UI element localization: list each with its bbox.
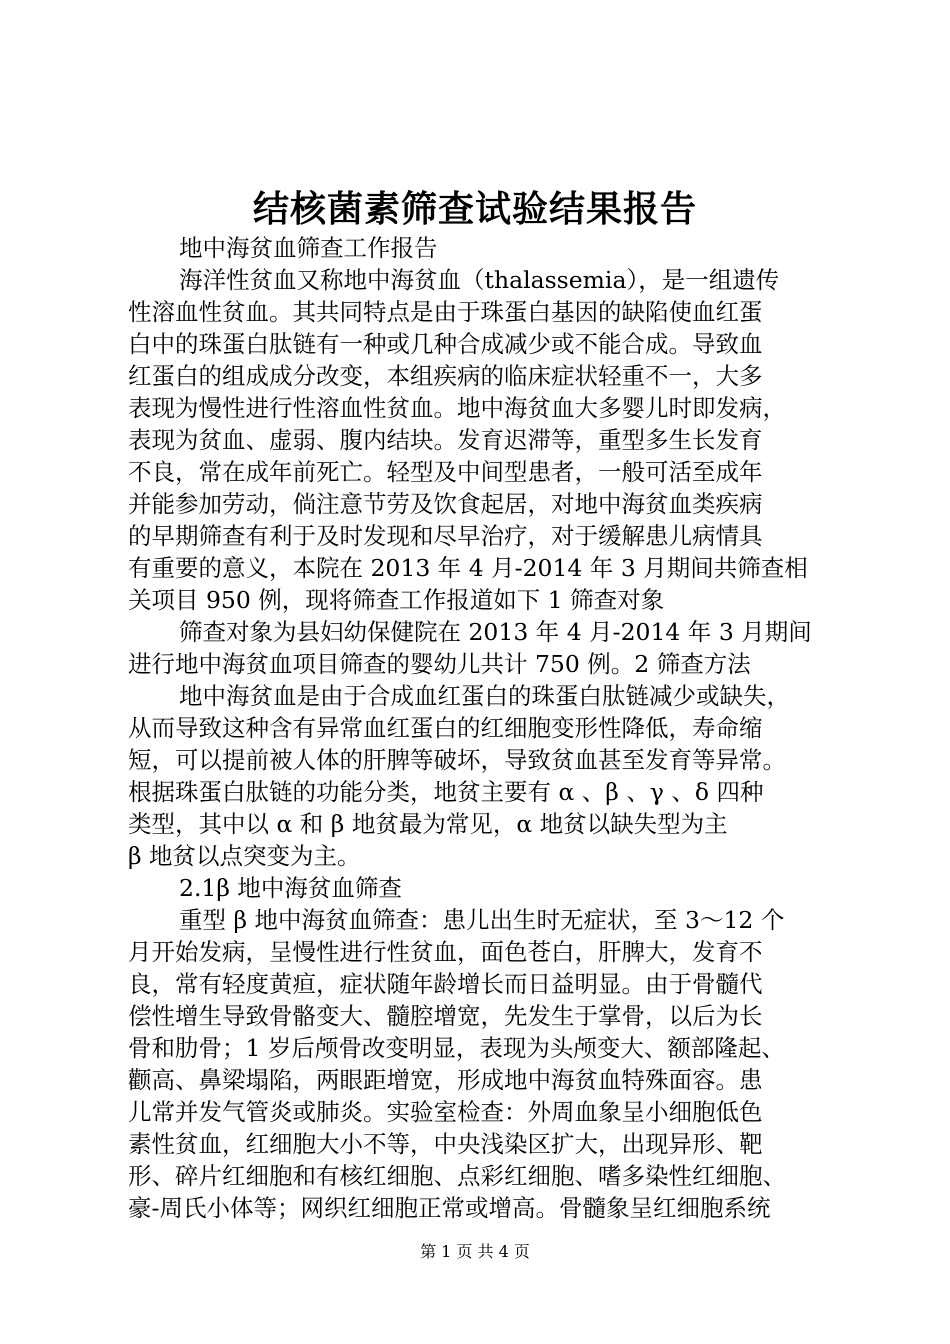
- paragraph-line: β 地贫以点突变为主。: [128, 842, 361, 870]
- paragraph-line: 海洋性贫血又称地中海贫血（thalassemia），是一组遗传: [179, 266, 780, 294]
- paragraph-line: 颧高、鼻梁塌陷，两眼距增宽，形成地中海贫血特殊面容。患: [128, 1066, 763, 1094]
- paragraph-line: 类型，其中以 α 和 β 地贫最为常见，α 地贫以缺失型为主: [128, 810, 728, 838]
- paragraph-line: 儿常并发气管炎或肺炎。实验室检查：外周血象呈小细胞低色: [128, 1098, 763, 1126]
- paragraph-line: 地中海贫血是由于合成血红蛋白的珠蛋白肽链减少或缺失，: [179, 682, 790, 710]
- paragraph-line: 短，可以提前被人体的肝脾等破坏，导致贫血甚至发育等异常。: [128, 746, 786, 774]
- paragraph-line: 根据珠蛋白肽链的功能分类，地贫主要有 α 、β 、γ 、δ 四种: [128, 778, 764, 806]
- paragraph-line: 的早期筛查有利于及时发现和尽早治疗，对于缓解患儿病情具: [128, 522, 763, 550]
- paragraph-line: 性溶血性贫血。其共同特点是由于珠蛋白基因的缺陷使血红蛋: [128, 298, 763, 326]
- paragraph-line: 表现为贫血、虚弱、腹内结块。发育迟滞等，重型多生长发育: [128, 426, 763, 454]
- paragraph-line: 月开始发病，呈慢性进行性贫血，面色苍白，肝脾大，发育不: [128, 938, 763, 966]
- paragraph-line: 进行地中海贫血项目筛查的婴幼儿共计 750 例。2 筛查方法: [128, 650, 751, 678]
- document-body: [128, 232, 828, 1224]
- paragraph-line: 重型 β 地中海贫血筛查：患儿出生时无症状，至 3～12 个: [179, 906, 785, 934]
- paragraph-line: 红蛋白的组成成分改变，本组疾病的临床症状轻重不一，大多: [128, 362, 763, 390]
- paragraph-line: 不良，常在成年前死亡。轻型及中间型患者，一般可活至成年: [128, 458, 763, 486]
- document-title: 结核菌素筛查试验结果报告: [252, 188, 697, 230]
- paragraph-line: 豪-周氏小体等；网织红细胞正常或增高。骨髓象呈红细胞系统: [128, 1194, 771, 1222]
- paragraph-line: 有重要的意义，本院在 2013 年 4 月-2014 年 3 月期间共筛查相: [128, 554, 808, 582]
- paragraph-line: 形、碎片红细胞和有核红细胞、点彩红细胞、嗜多染性红细胞、: [128, 1162, 786, 1190]
- paragraph-line: 从而导致这种含有异常血红蛋白的红细胞变形性降低，寿命缩: [128, 714, 763, 742]
- paragraph-line: 并能参加劳动，倘注意节劳及饮食起居，对地中海贫血类疾病: [128, 490, 763, 518]
- page-footer: 第 1 页 共 4 页: [420, 1242, 530, 1261]
- paragraph-line: 地中海贫血筛查工作报告: [179, 234, 438, 262]
- paragraph-line: 表现为慢性进行性溶血性贫血。地中海贫血大多婴儿时即发病，: [128, 394, 786, 422]
- paragraph-line: 骨和肋骨；1 岁后颅骨改变明显，表现为头颅变大、额部隆起、: [128, 1034, 785, 1062]
- paragraph-line: 素性贫血，红细胞大小不等，中央浅染区扩大，出现异形、靶: [128, 1130, 763, 1158]
- paragraph-line: 白中的珠蛋白肽链有一种或几种合成减少或不能合成。导致血: [128, 330, 763, 358]
- paragraph-line: 关项目 950 例，现将筛查工作报道如下 1 筛查对象: [128, 586, 665, 614]
- paragraph-line: 筛查对象为县妇幼保健院在 2013 年 4 月-2014 年 3 月期间: [179, 618, 812, 646]
- paragraph-line: 良，常有轻度黄疸，症状随年龄增长而日益明显。由于骨髓代: [128, 970, 763, 998]
- section-heading: 2.1β 地中海贫血筛查: [179, 874, 402, 902]
- paragraph-line: 偿性增生导致骨骼变大、髓腔增宽，先发生于掌骨，以后为长: [128, 1002, 763, 1030]
